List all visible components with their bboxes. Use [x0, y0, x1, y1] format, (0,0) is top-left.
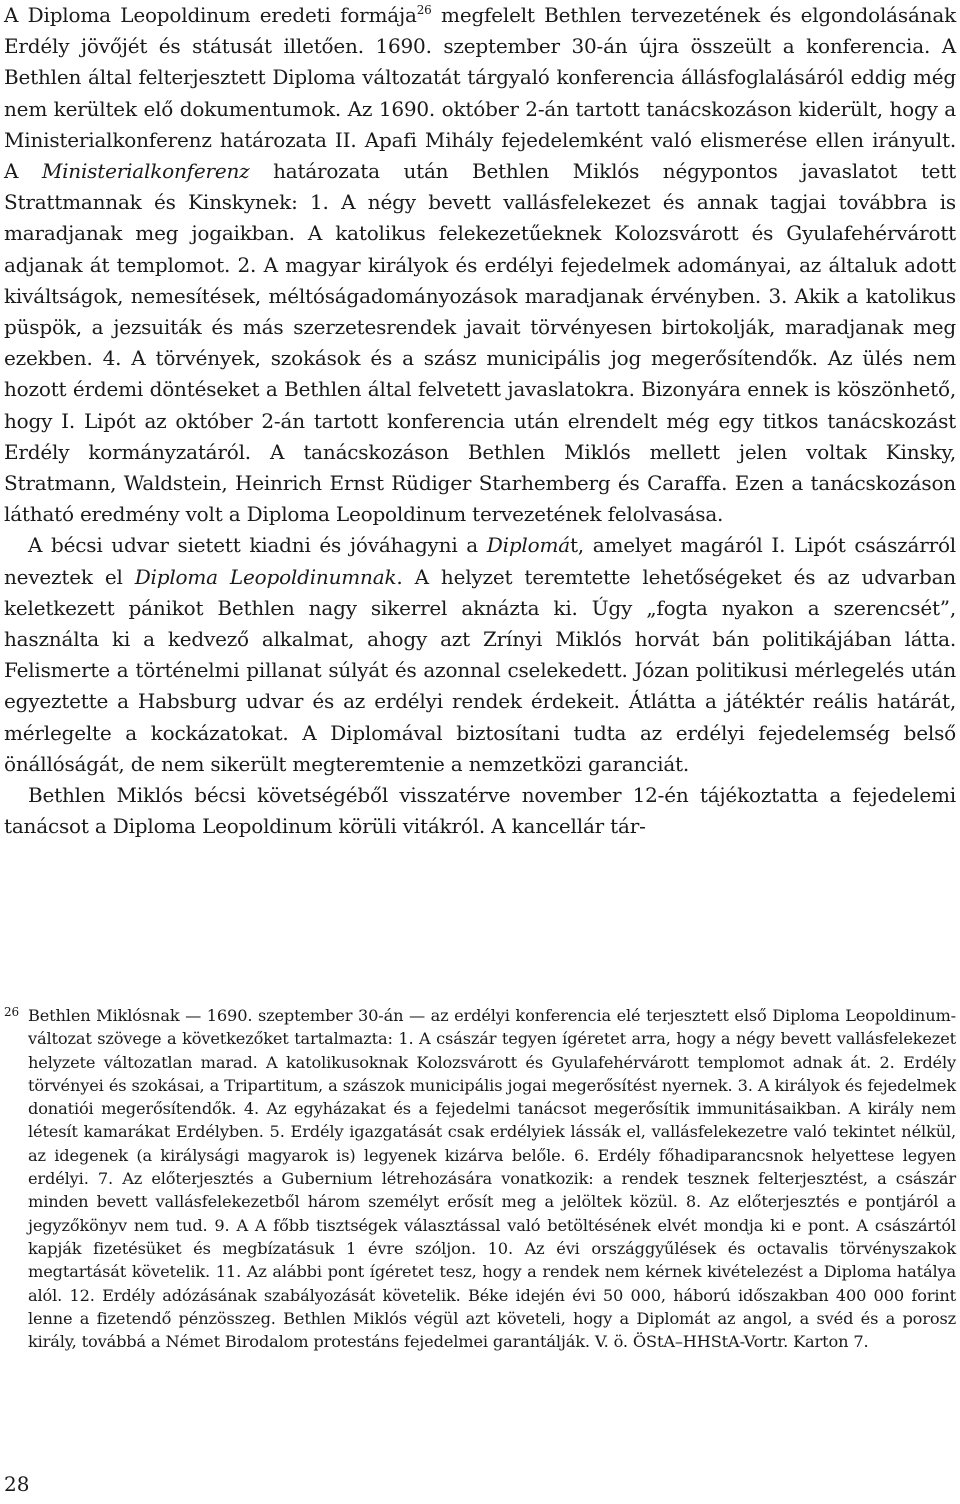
paragraph-3: Bethlen Miklós bécsi követségéből visszatérve november 12-én tájékoztatta a fejedelemi tanácsot a Diploma Leopoldinum körüli vitákról. A kancellár tár- — [4, 783, 956, 839]
paragraph-1-part-b: megfelelt Bethlen tervezetének és elgondolásának Erdély jövőjét és státusát illetően. 1690. szeptember 30-án újra összeült a konferencia. A Bethlen által felterjesztett Diploma változatát tárgyaló konferencia állásfoglalásáról eddig még nem kerültek elő dokumentumok. Az 1690. október 2-án tartott tanácskozáson kiderült, hogy a Ministerialkonferenz határozata II. Apafi Mihály fejedelemként való elismerése ellen irányult. A — [4, 3, 956, 184]
paragraph-2-part-a: A bécsi udvar sietett kiadni és jóváhagyni a — [28, 533, 487, 558]
footnote-number: 26 — [4, 1005, 19, 1019]
paragraph-2-emphasis-1: Diplomá — [486, 533, 570, 558]
paragraph-2-part-c: . A helyzet teremtette lehetőségeket és az udvarban keletkezett pánikot Bethlen nagy sikerrel aknázta ki. Úgy „fogta nyakon a szerencsét”, használta ki a kedvező alkalmat, ahogy azt Zrínyi Miklós horvát bán politikájában látta. Felismerte a történelmi pillanat súlyát és azonnal cselekedett. Józan politikusi mérlegelés után egyeztette a Habsburg udvar és az erdélyi rendek érdekeit. Átlátta a játéktér reális határát, mérlegelte a kockázatokat. A Diplomával biztosítani tudta az erdélyi fejedelemség belső önállóságát, de nem sikerült megteremtenie a nemzetközi garanciát. — [4, 564, 956, 776]
paragraph-2-part-b: t, amelyet magáról I. Lipót császárról neveztek el — [4, 533, 956, 589]
footnote-separator — [4, 986, 956, 987]
page-number: 28 — [4, 1472, 30, 1496]
footnote-reference: 26 — [416, 3, 432, 17]
footnote — [4, 1004, 956, 1353]
paragraph-1-part-a: A Diploma Leopoldinum eredeti formája — [4, 3, 417, 27]
main-text — [4, 0, 956, 842]
paragraph-2-emphasis-2: Diploma Leopoldinumnak — [134, 564, 397, 589]
paragraph-1-emphasis: Ministerialkonferenz — [41, 159, 250, 184]
paragraph-2 — [4, 530, 956, 780]
paragraph-1-part-c: határozata után Bethlen Miklós négypontos javaslatot tett Strattmannak és Kinskynek: 1. A négy bevett vallásfelekezet és annak tagjai továbbra is maradjanak meg jogaikban. A katolikus felekezetűeknek Kolozsvárott és Gyulafehérvárott adjanak át templomot. 2. A magyar királyok és erdélyi fejedelmek adományai, az általuk adott kiváltságok, nemesítések, méltóságadományozások maradjanak érvényben. 3. Akik a katolikus püspök, a jezsuiták és más szerzetesrendek javait törvényesen birtokolják, maradjanak meg ezekben. 4. A törvények, szokások és a szász municipális jog megerősítendők. Az ülés nem hozott érdemi döntéseket a Bethlen által felvetett javaslatokra. Bizonyára ennek is köszönhető, hogy I. Lipót az október 2-án tartott konferencia után elrendelt még egy titkos tanácskozást Erdély kormányzatáról. A tanácskozáson Bethlen Miklós mellett jelen voltak Kinsky, Stratmann, Waldstein, Heinrich Ernst Rüdiger Starhemberg és Caraffa. Ezen a tanácskozáson látható eredmény volt a Diploma Leopoldinum tervezetének felolvasása. — [4, 159, 956, 527]
paragraph-1 — [4, 0, 956, 530]
footnote-text: Bethlen Miklósnak — 1690. szeptember 30-án — az erdélyi konferencia elé terjesztett első Diploma Leopoldinum-változat szövege a következőket tartalmazta: 1. A császár tegyen ígéretet arra, hogy a négy bevett vallásfelekezet helyzete változatlan marad. A katolikusoknak Kolozsvárott és Gyulafehérvárott templomot adnak át. 2. Erdély törvényei és szokásai, a Tripartitum, a szászok municipális jogai megerősítést nyernek. 3. A királyok és fejedelmek donatiói megerősítendők. 4. Az egyházakat és a fejedelmi tanácsot megerősítik immunitásaikban. A király nem létesít kamarákat Erdélyben. 5. Erdély igazgatását csak erdélyiek lássák el, vallásfelekezetre való tekintet nélkül, az idegenek (a királysági magyarok is) legyenek kizárva belőle. 6. Erdély főhadiparancsnok helyettese legyen erdélyi. 7. Az előterjesztés a Gubernium létrehozására vonatkozik: a rendek tesznek felterjesztést, a császár minden bevett vallásfelekezetből három személyt erősít meg a jelöltek közül. 8. Az előterjesztés e pontjáról a jegyzőkönyv nem tud. 9. A A főbb tisztségek választással való betöltésének elvét mondja ki e pont. A császártól kapják fizetésüket és megbízatásuk 1 évre szóljon. 10. Az évi országgyűlések és octavalis törvényszakok megtartását követelik. 11. Az alábbi pont ígéretet tesz, hogy a rendek nem kérnek kivételezést a Diploma hatálya alól. 12. Erdély adózásának szabályozását követelik. Béke idején évi 50 000, háború időszakban 400 000 forint lenne a fizetendő pénzösszeg. Bethlen Miklós végül azt követeli, hogy a Diplomát az angol, a svéd és a porosz király, továbbá a Német Birodalom protestáns fejedelmei garantálják. V. ö. ÖStA–HHStA-Vortr. Karton 7. — [28, 1006, 956, 1352]
